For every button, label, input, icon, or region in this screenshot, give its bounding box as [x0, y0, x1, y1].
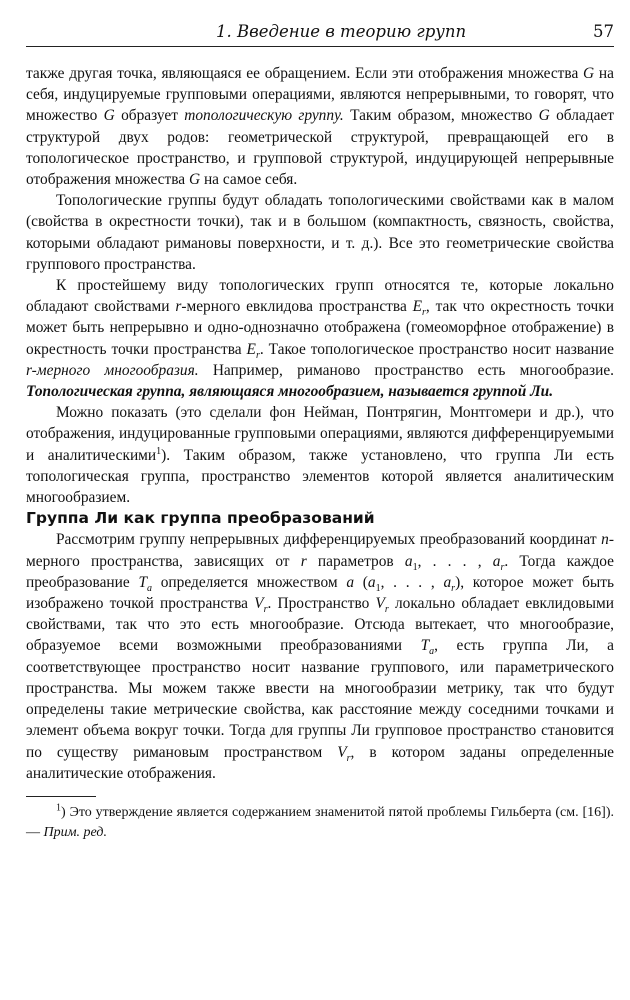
section-heading: Группа Ли как группа преобразований [26, 509, 375, 528]
emphasis-topological-group: топологическую группу. [184, 107, 344, 125]
footnote-mark: 1 [56, 802, 61, 814]
paragraph-4: Можно показать (это сделали фон Нейман, Понтрягин, Монтгомери и др.), что отображения, индуцированные групповыми операциями, являются дифференцируемыми и аналитическими$^1$). Таким образом, также установлено, что группа Ли есть топологическая группа, пространство элементов которой является аналитическим многообразием. [26, 404, 615, 507]
footnote: $^1$) Это утверждение является содержанием знаменитой пятой проблемы Гильберта (см. [16]). — Прим. ред. [26, 802, 614, 840]
paragraph-3: К простейшему виду топологических групп относятся те, которые локально обладают свойствами r-мерного евклидова пространства $E_r$, так что окрестность точки может быть непрерывно и одно-однозначно отображена (гомеоморфное отображение) в окрестность точки пространства $E_r$. Такое топологическое пространство носит название r-мерного многообразия. Например, риманово пространство есть многообразие. Топологическая группа, являющаяся многообразием, называется группой Ли. [26, 277, 615, 401]
footnote-divider [26, 796, 96, 797]
paragraph-2: Топологические группы будут обладать топологическими свойствами как в малом (свойства в окрестности точки), так и в большом (компактность, связность, свойства, которыми обладают римановы поверхности, и т. д.). Все это геометрические свойства группового пространства. [26, 192, 614, 273]
chapter-title: 1. Введение в теорию групп [216, 22, 467, 41]
page-body [26, 63, 614, 843]
page-number: 57 [593, 22, 614, 41]
emphasis-manifold: r-мерного многообразия. [26, 361, 199, 379]
paragraph-5: Рассмотрим группу непрерывных дифференцируемых преобразований координат n-мерного пространства, зависящих от r параметров $a_1$, . . . , $a_r$. Тогда каждое преобразование $T_a$ определяется множеством a ($a_1$, . . . , $a_r$), которое может быть изображено точкой пространства $V_r$. Пространство $V_r$ локально обладает евклидовыми свойствами, так что это есть многообразие. Отсюда вытекает, что многообразие, образуемое всеми возможными преобразованиями $T_a$, есть группа Ли, а соответствующее пространство носит название группового, или параметрического пространства. Мы можем также ввести на многообразии метрику, так что будут определены такие метрические свойства, как расстояние между соседними точками и элемент объема вокруг точки. Тогда для группы Ли групповое пространство становится по существу римановым пространством $V_r$, в котором заданы определенные аналитические отображения. [26, 531, 615, 782]
running-header [26, 22, 614, 47]
emphasis-lie-group-definition: Топологическая группа, являющаяся многообразием, называется группой Ли. [26, 383, 554, 401]
paragraph-1: также другая точка, являющаяся ее обращением. Если эти отображения множества G на себя, индуцируемые групповыми операциями, являются непрерывными, то говорят, что множество G образует топологическую группу. Таким образом, множество G обладает структурой двух родов: геометрической структурой, превращающей его в топологическое пространство, и групповой структурой, индуцирующей непрерывные отображения множества G на самое себя. [26, 65, 614, 189]
footnote-reference[interactable]: 1 [156, 445, 162, 457]
editor-note: Прим. ред. [43, 824, 107, 840]
